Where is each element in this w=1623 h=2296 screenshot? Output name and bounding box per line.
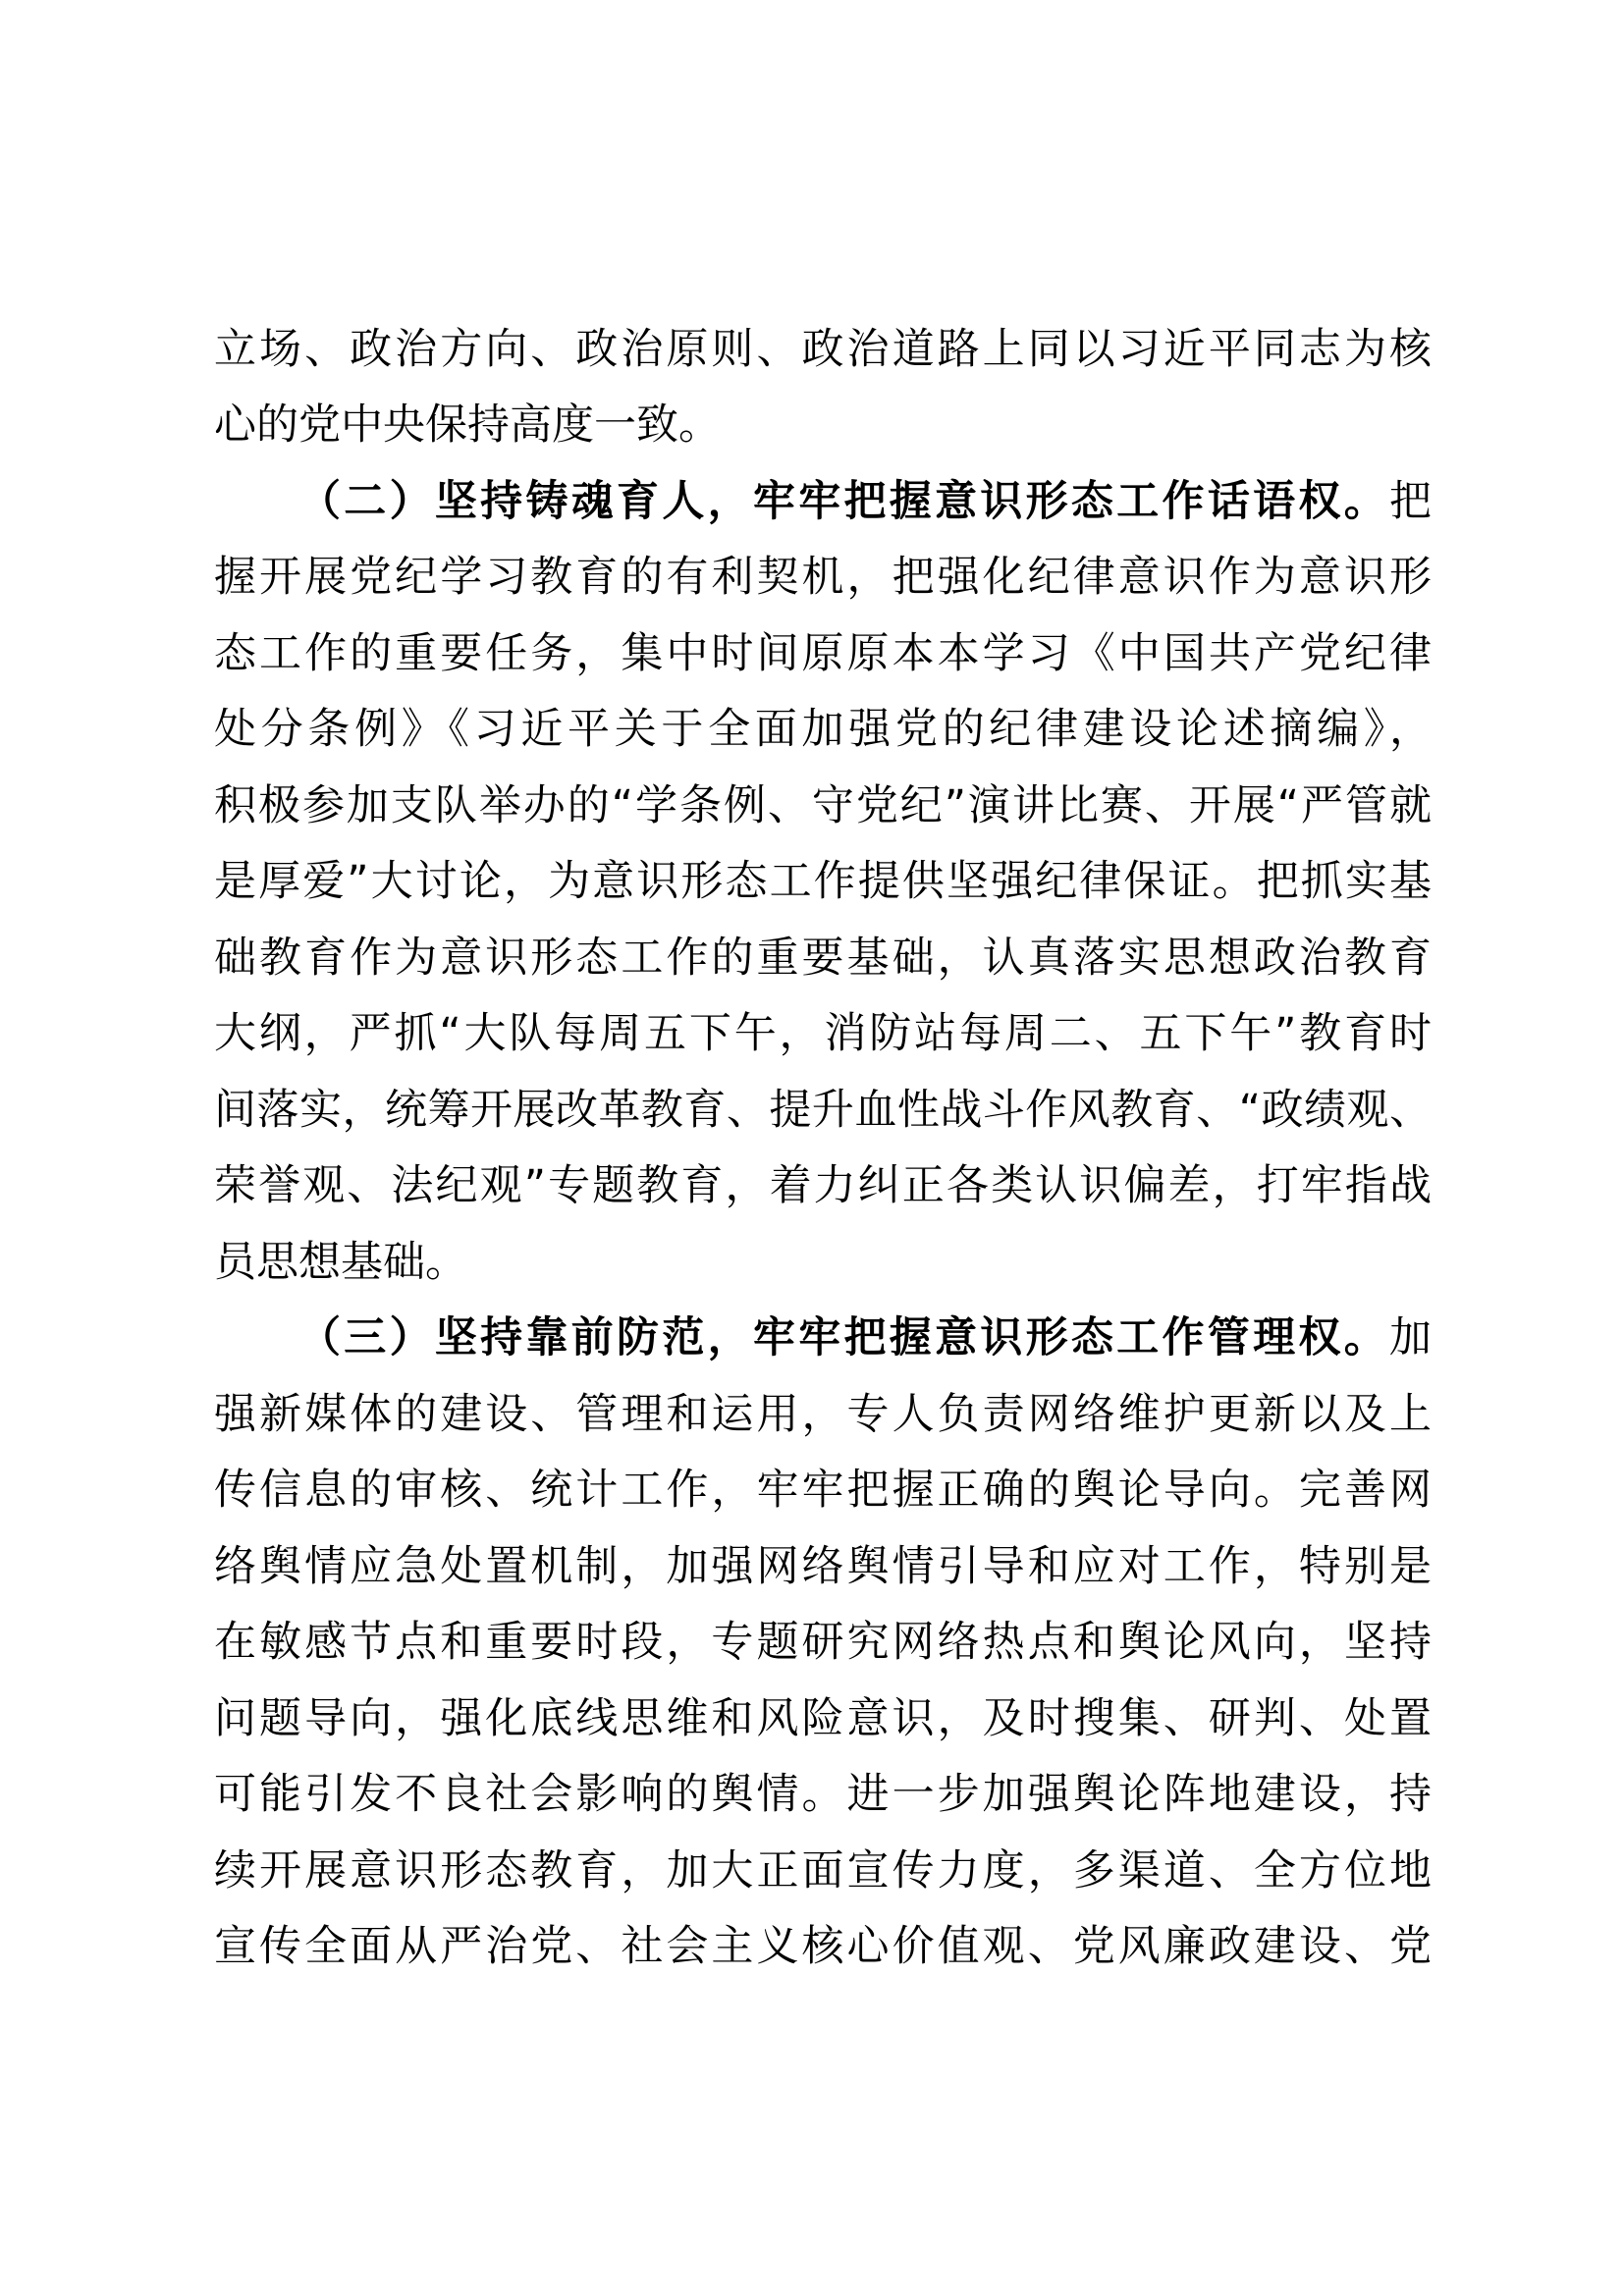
- text-line: 把: [1389, 477, 1432, 526]
- text-line: 态工作的重要任务，集中时间原原本本学习《中国共产党纪律: [214, 629, 1432, 678]
- text-line: 心的党中央保持高度一致。: [214, 400, 721, 450]
- section-heading: （二）坚持铸魂育人，牢牢把握意识形态工作话语权。: [298, 477, 1389, 526]
- text-line: 问题导向，强化底线思维和风险意识，及时搜集、研判、处置: [214, 1694, 1432, 1743]
- section-heading-line: [214, 472, 1432, 531]
- text-line: 可能引发不良社会影响的舆情。进一步加强舆论阵地建设，持: [214, 1770, 1432, 1819]
- section-heading: （三）坚持靠前防范，牢牢把握意识形态工作管理权。: [298, 1313, 1389, 1362]
- text-line: 握开展党纪学习教育的有利契机，把强化纪律意识作为意识形: [214, 553, 1432, 602]
- text-line: 处分条例》《习近平关于全面加强党的纪律建设论述摘编》，: [214, 705, 1432, 754]
- text-line: 强新媒体的建设、管理和运用，专人负责网络维护更新以及上: [214, 1390, 1432, 1439]
- text-line: 立场、政治方向、政治原则、政治道路上同以习近平同志为核: [214, 325, 1432, 374]
- text-line: 在敏感节点和重要时段，专题研究网络热点和舆论风向，坚持: [214, 1618, 1432, 1667]
- text-line: 大纲，严抓“大队每周五下午，消防站每周二、五下午”教育时: [214, 1009, 1432, 1058]
- text-line: 积极参加支队举办的“学条例、守党纪”演讲比赛、开展“严管就: [214, 781, 1432, 830]
- text-line: 荣誉观、法纪观”专题教育，着力纠正各类认识偏差，打牢指战: [214, 1161, 1432, 1210]
- text-line: 络舆情应急处置机制，加强网络舆情引导和应对工作，特别是: [214, 1542, 1432, 1591]
- text-line: 础教育作为意识形态工作的重要基础，认真落实思想政治教育: [214, 934, 1432, 983]
- text-line: 加: [1389, 1313, 1432, 1362]
- text-line: 宣传全面从严治党、社会主义核心价值观、党风廉政建设、党: [214, 1922, 1432, 1971]
- text-line: 是厚爱”大讨论，为意识形态工作提供坚强纪律保证。把抓实基: [214, 857, 1432, 906]
- text-line: 员思想基础。: [214, 1238, 467, 1287]
- text-line: 续开展意识形态教育，加大正面宣传力度，多渠道、全方位地: [214, 1846, 1432, 1896]
- text-line: 间落实，统筹开展改革教育、提升血性战斗作风教育、“政绩观、: [214, 1086, 1432, 1135]
- text-line: 传信息的审核、统计工作，牢牢把握正确的舆论导向。完善网: [214, 1466, 1432, 1515]
- section-heading-line: [214, 1308, 1432, 1367]
